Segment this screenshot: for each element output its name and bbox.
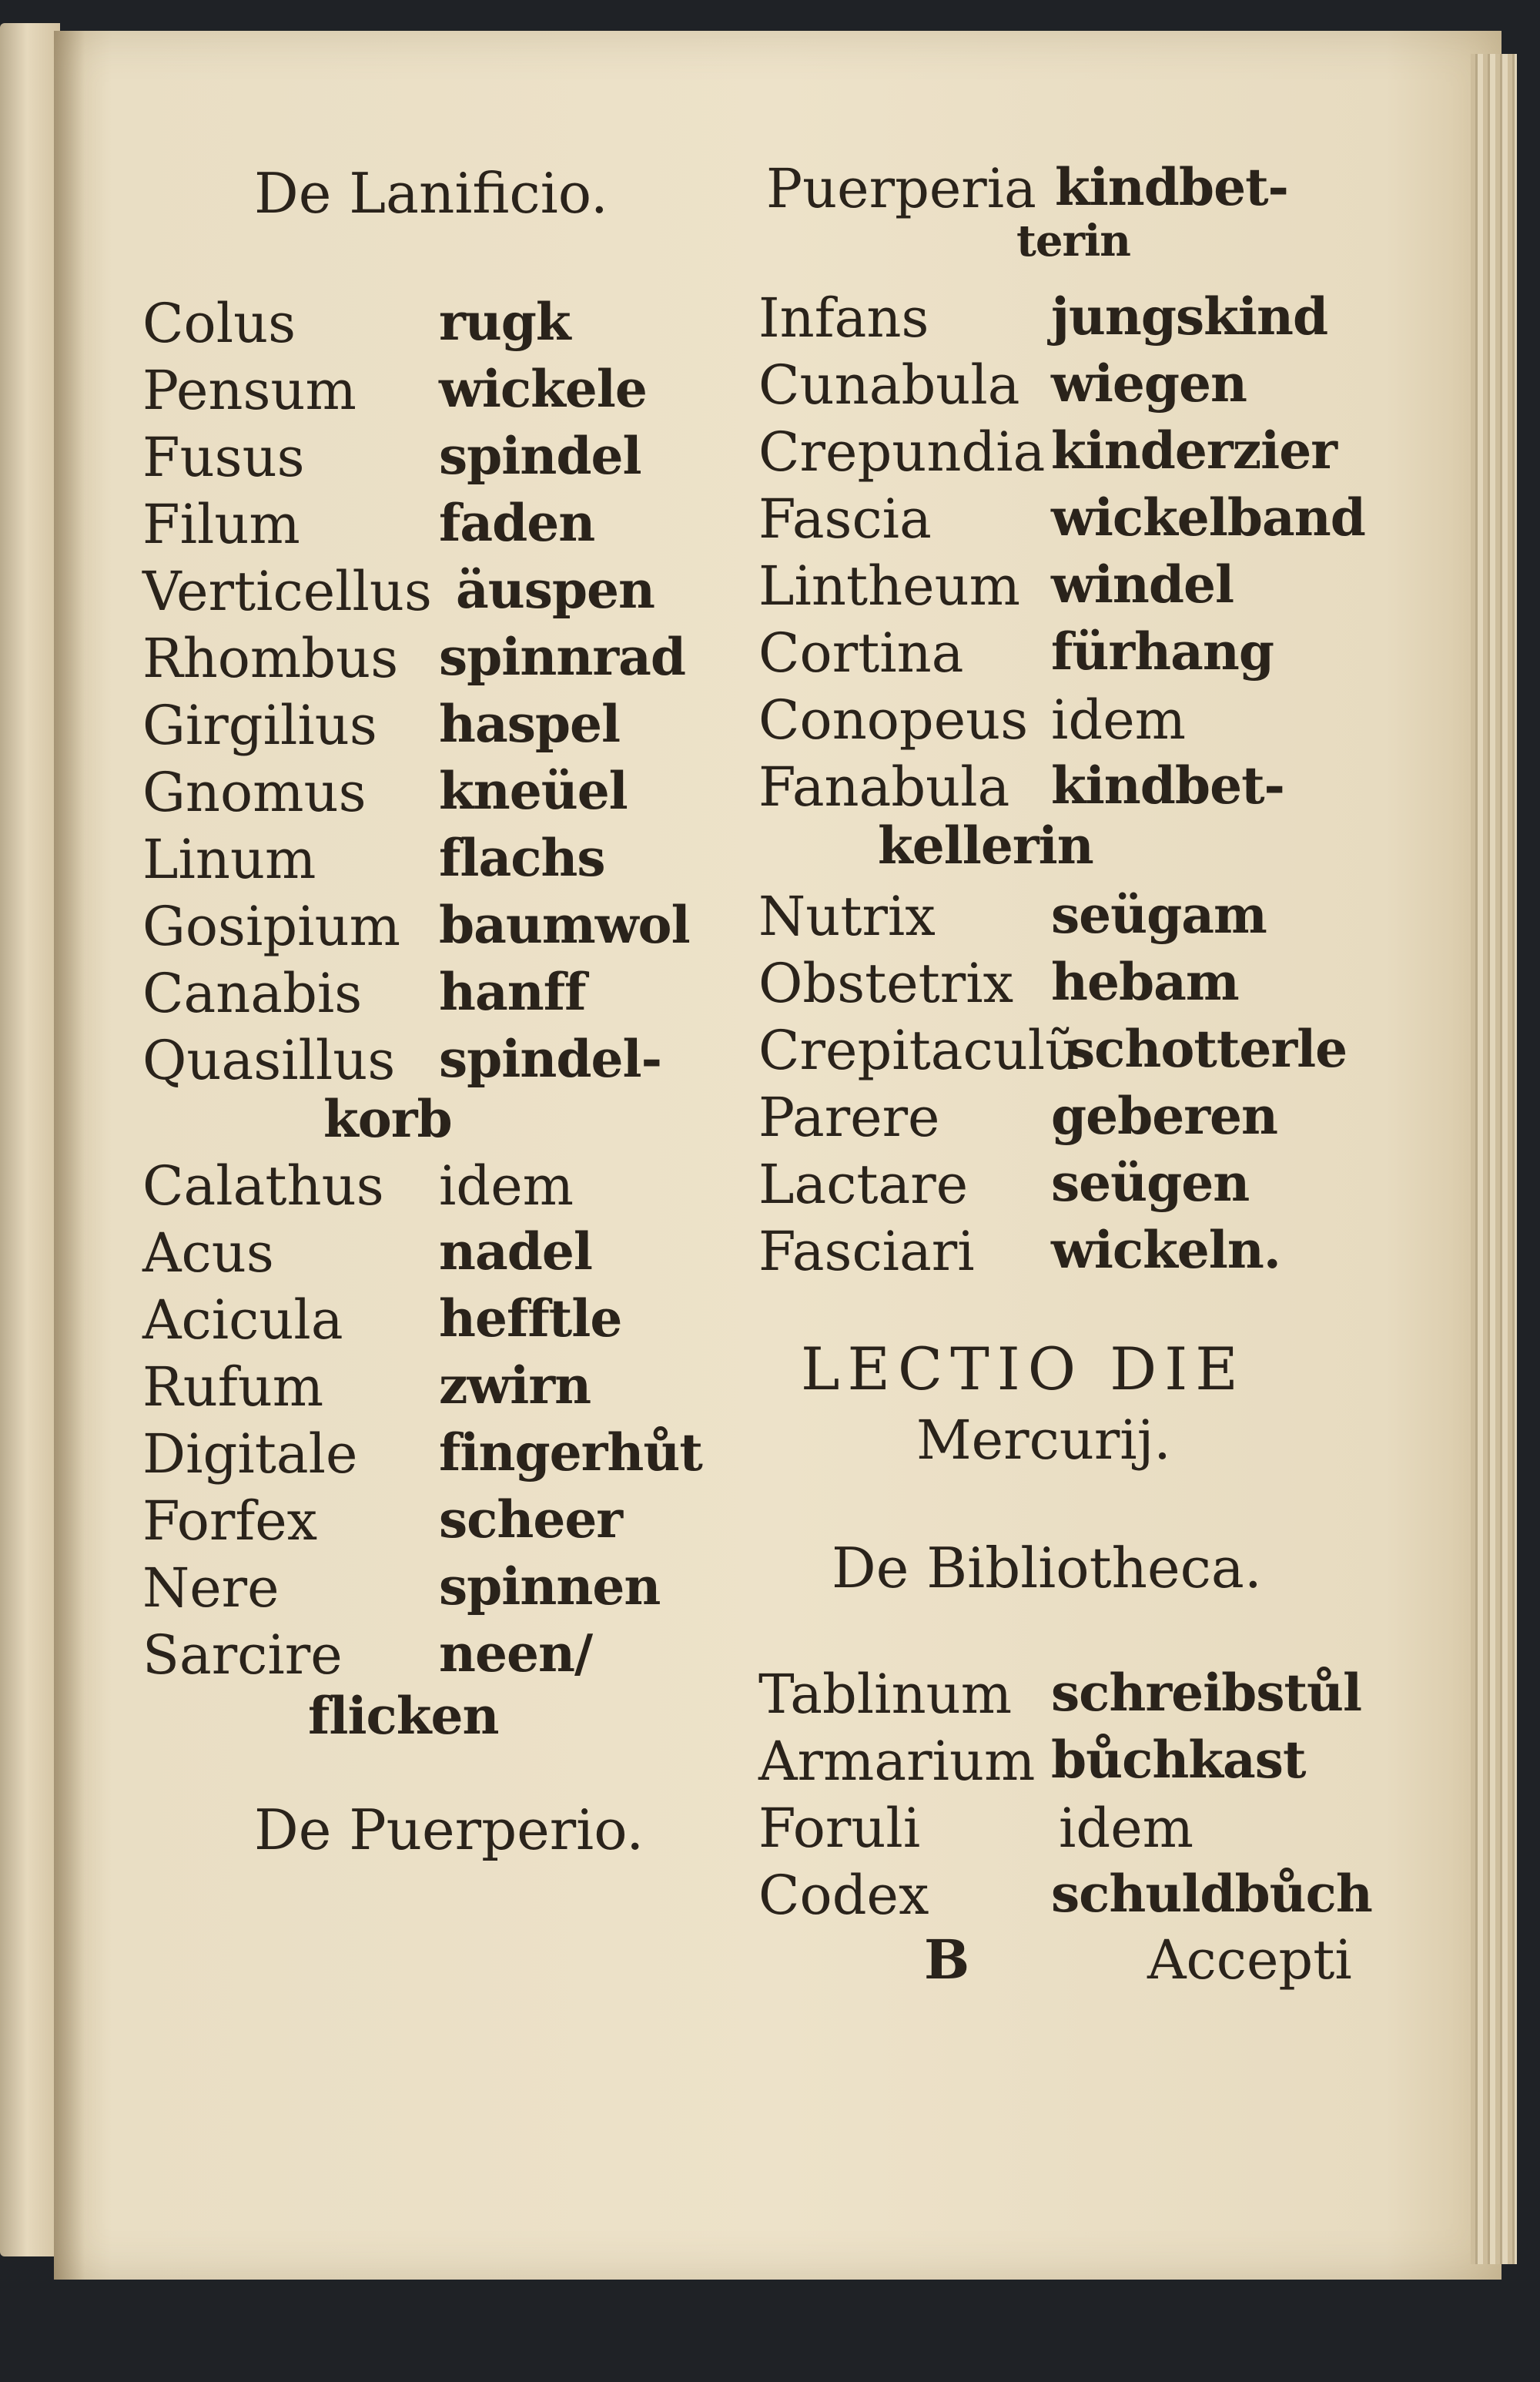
latin-term: Nere [142,1556,280,1620]
german-term: bůchkast [1051,1730,1306,1790]
latin-term: Cunabula [758,353,1020,417]
latin-term: Colus [142,292,296,355]
german-term: schuldbůch [1051,1864,1372,1924]
latin-term: Lintheum [758,554,1021,618]
left-heading: De Lanificio. [254,161,608,226]
german-term: idem [439,1154,574,1218]
german-term: scheer [439,1489,623,1549]
german-term: äuspen [456,560,655,620]
latin-term: Verticellus [142,560,432,623]
latin-term: Filum [142,493,300,556]
german-term: zwirn [439,1355,591,1415]
latin-term: Nutrix [758,885,936,948]
latin-term: Gnomus [142,761,367,824]
german-term: geberen [1051,1086,1278,1146]
german-term: hanff [439,962,586,1022]
german-term-continuation: korb [323,1089,452,1149]
page-edges [1471,54,1517,2264]
latin-term: Crepundia [758,420,1046,484]
left-footer-heading: De Puerperio. [254,1797,644,1862]
german-term: hebam [1051,952,1239,1012]
german-term: haspel [439,694,621,754]
spine-shadow [54,31,85,2280]
latin-term: Girgilius [142,694,377,757]
german-term: wickelband [1051,487,1365,548]
latin-term: Quasillus [142,1029,396,1092]
german-term: idem [1051,688,1186,752]
section-subtitle: Mercurij. [916,1409,1171,1472]
latin-term: Parere [758,1086,940,1149]
latin-term: Fusus [142,426,305,489]
german-term: wickele [439,359,647,419]
german-term: spindel [439,426,641,486]
german-term: hefftle [439,1288,622,1348]
section-title: LECTIO DIE [801,1335,1246,1403]
german-term: faden [439,493,595,553]
german-term: idem [1059,1797,1194,1860]
german-term: rugk [439,292,571,352]
latin-term: Conopeus [758,688,1029,752]
latin-term: Armarium [758,1730,1036,1793]
latin-term: Cortina [758,621,964,685]
latin-term: Forfex [142,1489,318,1553]
latin-term: Acicula [142,1288,343,1352]
latin-term: Fasciari [758,1220,975,1283]
latin-term: Rhombus [142,627,399,690]
latin-term: Gosipium [142,895,401,958]
left-page-edge [0,23,60,2256]
german-term: schotterle [1066,1019,1348,1079]
german-term: kindbet- [1051,755,1284,816]
latin-term: Sarcire [142,1623,343,1687]
signature-mark: B [924,1928,970,1992]
catchword: Accepti [1147,1928,1352,1992]
latin-term: Codex [758,1864,929,1927]
german-term: seügam [1051,885,1267,945]
german-term: schreibstůl [1051,1663,1362,1723]
latin-term: Crepitaculũ [758,1019,1080,1082]
german-term: fürhang [1051,621,1274,682]
latin-term: Puerperia [766,157,1036,220]
german-term-continuation: kellerin [878,816,1093,876]
latin-term: Tablinum [758,1663,1013,1726]
latin-term: Fanabula [758,755,1010,819]
german-term: seügen [1051,1153,1250,1213]
german-term: fingerhůt [439,1422,702,1482]
german-term: wiegen [1051,353,1247,414]
german-term: kindbet- [1055,157,1288,217]
german-term: spinnrad [439,627,686,687]
german-term-continuation: terin [1016,216,1130,266]
latin-term: Canabis [142,962,363,1025]
latin-term: Acus [142,1221,274,1285]
latin-term: Rufum [142,1355,324,1419]
german-term: kneüel [439,761,628,821]
latin-term: Calathus [142,1154,384,1218]
german-term-continuation: flicken [308,1686,499,1746]
german-term: jungskind [1051,286,1328,347]
latin-term: Infans [758,286,929,350]
latin-term: Pensum [142,359,357,422]
latin-term: Foruli [758,1797,921,1860]
section-heading: De Bibliotheca. [832,1536,1262,1600]
latin-term: Linum [142,828,316,891]
german-term: windel [1051,554,1234,615]
german-term: neen/ [439,1623,593,1683]
german-term: kinderzier [1051,420,1337,481]
german-term: spinnen [439,1556,661,1616]
german-term: spindel- [439,1029,661,1089]
german-term: wickeln. [1051,1220,1281,1280]
german-term: nadel [439,1221,592,1281]
latin-term: Fascia [758,487,932,551]
latin-term: Digitale [142,1422,358,1486]
latin-term: Lactare [758,1153,969,1216]
german-term: baumwol [439,895,690,955]
latin-term: Obstetrix [758,952,1014,1015]
german-term: flachs [439,828,605,888]
